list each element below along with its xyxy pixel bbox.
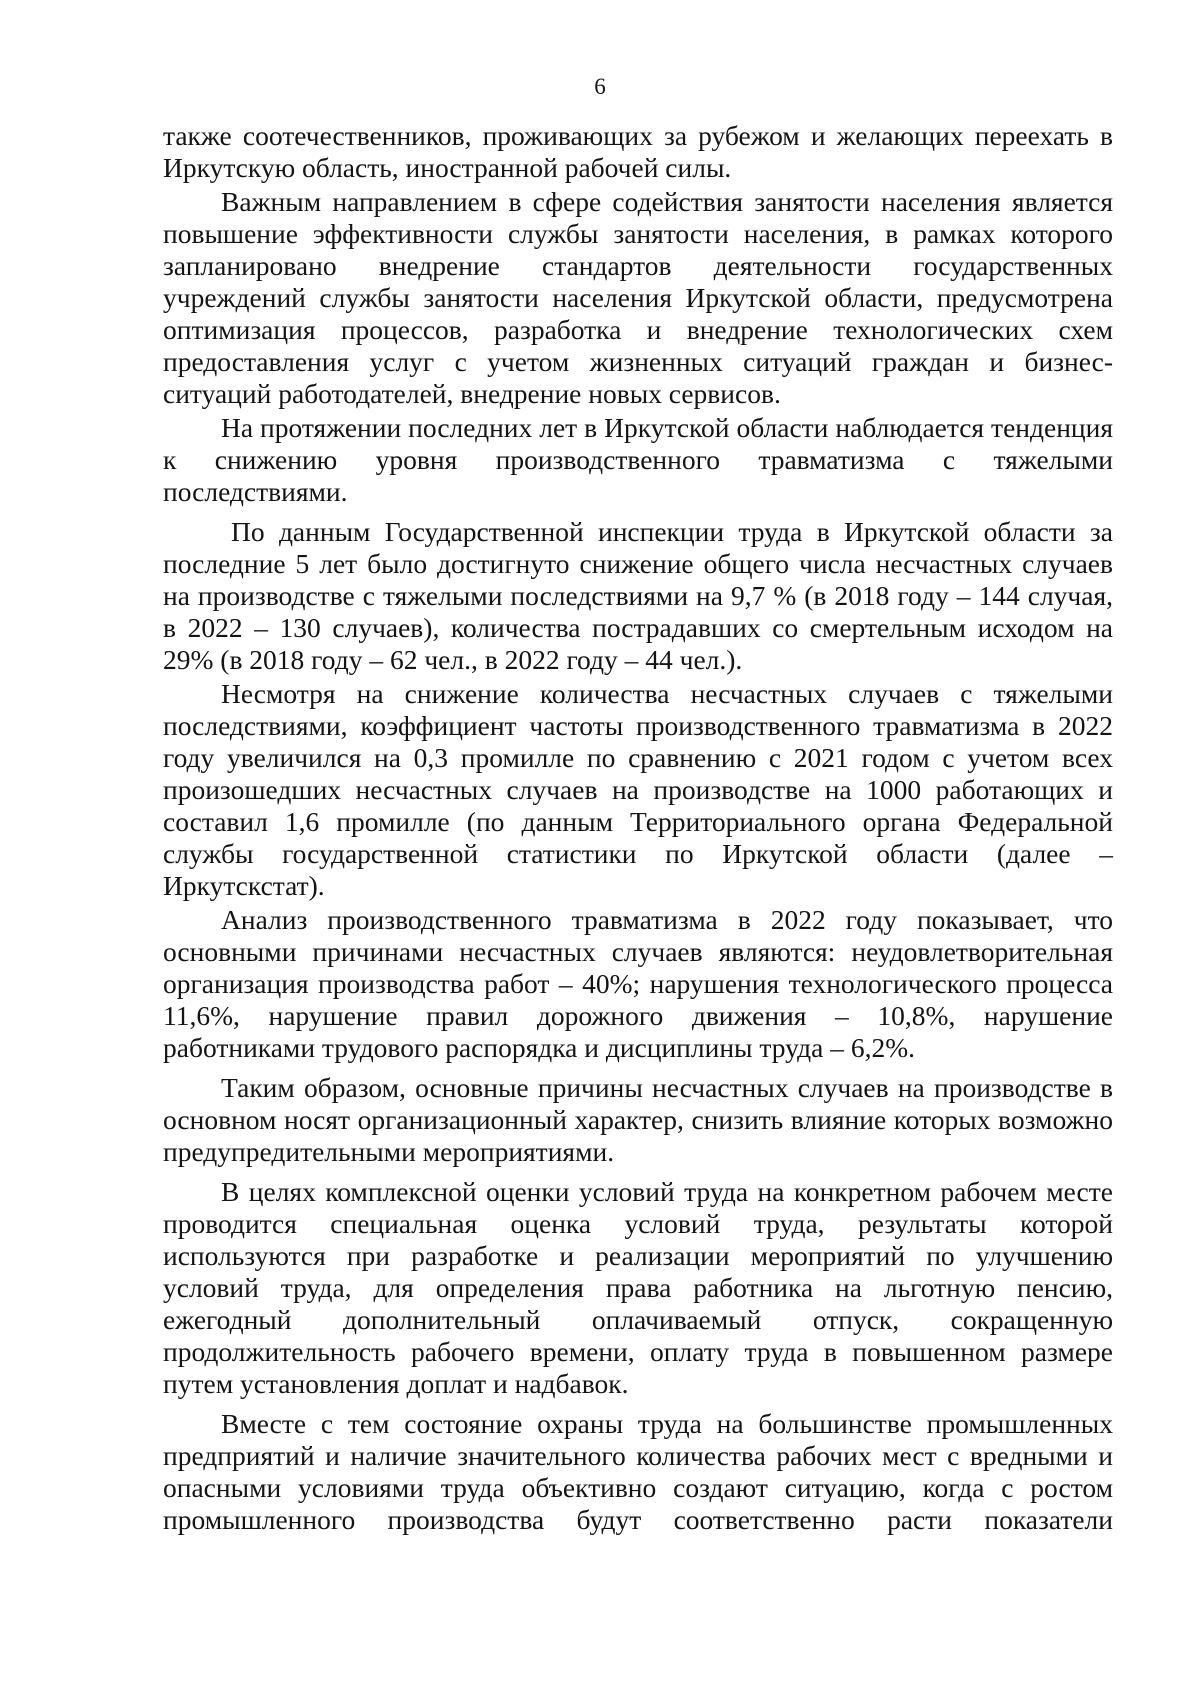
document-body: [163, 120, 1113, 1538]
paragraph-special-assessment: В целях комплексной оценки условий труда на конкретном рабочем месте проводится специальная оценка условий труда, результаты которой используются при разработке и реализации мероприятий по улучшению условий труда, для определения права работника на льготную пенсию, ежегодный дополнительный оплачиваемый отпуск, сокращенную продолжительность рабочего времени, оплату труда в повышенном размере путем установления доплат и надбавок.: [163, 1176, 1113, 1399]
paragraph-employment-service: Важным направлением в сфере содействия занятости населения является повышение эффективности службы занятости населения, в рамках которого запланировано внедрение стандартов деятельности государственных учреждений службы занятости населения Иркутской области, предусмотрена оптимизация процессов, разработка и внедрение технологических схем предоставления услуг с учетом жизненных ситуаций граждан и бизнес-ситуаций работодателей, внедрение новых сервисов.: [163, 186, 1113, 409]
paragraph-continuation: также соотечественников, проживающих за рубежом и желающих переехать в Иркутскую область, иностранной рабочей силы.: [163, 120, 1113, 183]
paragraph-labor-protection-state: Вместе с тем состояние охраны труда на большинстве промышленных предприятий и наличие значительного количества рабочих мест с вредными и опасными условиями труда объективно создают ситуацию, когда с ростом промышленного производства будут соответственно расти показатели: [163, 1408, 1113, 1535]
paragraph-organizational-causes: Таким образом, основные причины несчастных случаев на производстве в основном носят организационный характер, снизить влияние которых возможно предупредительными мероприятиями.: [163, 1072, 1113, 1167]
page-number: 6: [594, 74, 606, 99]
paragraph-injury-frequency: Несмотря на снижение количества несчастных случаев с тяжелыми последствиями, коэффициент частоты производственного травматизма в 2022 году увеличился на 0,3 промилле по сравнению с 2021 годом с учетом всех произошедших несчастных случаев на производстве на 1000 работающих и составил 1,6 промилле (по данным Территориального органа Федеральной службы государственной статистики по Иркутской области (далее – Иркутскстат).: [163, 678, 1113, 901]
paragraph-injury-causes: Анализ производственного травматизма в 2022 году показывает, что основными причинами несчастных случаев являются: неудовлетворительная организация производства работ – 40%; нарушения технологического процесса 11,6%, нарушение правил дорожного движения – 10,8%, нарушение работниками трудового распорядка и дисциплины труда – 6,2%.: [163, 904, 1113, 1063]
paragraph-labor-inspection-data: По данным Государственной инспекции труда в Иркутской области за последние 5 лет было достигнуто снижение общего числа несчастных случаев на производстве с тяжелыми последствиями на 9,7 % (в 2018 году – 144 случая, в 2022 – 130 случаев), количества пострадавших со смертельным исходом на 29% (в 2018 году – 62 чел., в 2022 году – 44 чел.).: [163, 516, 1113, 675]
paragraph-injury-trend: На протяжении последних лет в Иркутской области наблюдается тенденция к снижению уровня производственного травматизма с тяжелыми последствиями.: [163, 412, 1113, 507]
